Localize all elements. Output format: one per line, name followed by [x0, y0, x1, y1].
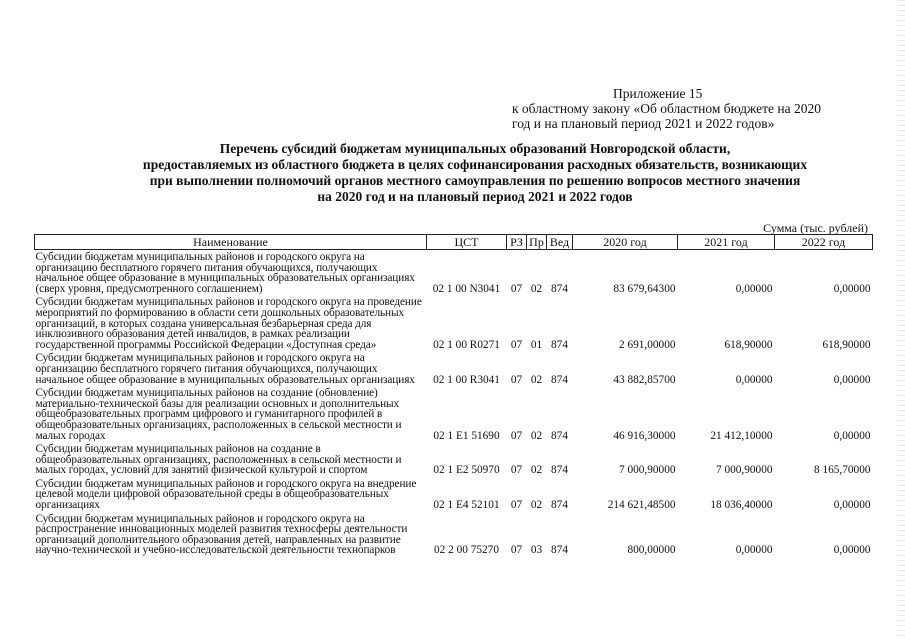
title-line-3: при выполнении полномочий органов местного самоуправления по решению вопросов местного значения — [149, 173, 801, 188]
cell-pr: 02 — [530, 499, 543, 512]
cell-name: Субсидии бюджетам муниципальных районов и городского округа на проведение мероприятий по формированию в области сети дошкольных образовательных организаций, в которых создана универсальная безбарьерная среда для инклюзивного образования детей инвалидов, в рамках реализации государственной программы Российской Федерации «Доступная среда» — [35, 296, 422, 351]
cell-2020: 800,00000 — [627, 544, 676, 557]
cell-2021: 7 000,90000 — [716, 464, 773, 477]
cell-rz: 07 — [510, 499, 523, 512]
cell-pr: 02 — [530, 373, 543, 386]
header-ved: Вед — [547, 235, 573, 250]
cell-rz: 07 — [510, 464, 523, 477]
cell-2021: 0,00000 — [735, 544, 773, 557]
cell-ved: 874 — [551, 429, 568, 442]
cell-2021: 618,90000 — [724, 338, 773, 351]
cell-2021: 18 036,40000 — [710, 499, 773, 512]
cell-ved: 874 — [551, 282, 568, 295]
cell-2021: 0,00000 — [735, 282, 773, 295]
cell-2020: 43 882,85700 — [613, 373, 676, 386]
cell-cst: 02 2 00 75270 — [434, 544, 499, 557]
header-2021: 2021 год — [678, 235, 775, 250]
table-row — [35, 295, 873, 351]
appendix-number: Приложение 15 — [613, 86, 703, 101]
table-row — [35, 386, 873, 442]
header-rz: РЗ — [507, 235, 527, 250]
cell-ved: 874 — [551, 544, 568, 557]
cell-2020: 2 691,00000 — [619, 338, 676, 351]
header-name: Наименование — [35, 235, 427, 250]
subsidies-table — [34, 234, 873, 557]
table-row — [35, 512, 873, 557]
cell-ved: 874 — [551, 338, 568, 351]
cell-cst: 02 1 00 N3041 — [432, 282, 501, 295]
appendix-law-line-1: к областному закону «Об областном бюджете на 2020 — [512, 101, 821, 116]
document-title — [60, 141, 890, 205]
cell-rz: 07 — [510, 373, 523, 386]
table-row — [35, 442, 873, 477]
cell-cst: 02 1 E4 52101 — [433, 499, 500, 512]
cell-2020: 83 679,64300 — [613, 282, 676, 295]
cell-name: Субсидии бюджетам муниципальных районов и городского округа на внедрение целевой модели цифровой образовательной среды в общеобразовательных организациях — [35, 477, 417, 512]
cell-rz: 07 — [510, 338, 523, 351]
header-2022: 2022 год — [775, 235, 873, 250]
cell-ved: 874 — [551, 464, 568, 477]
cell-rz: 07 — [510, 429, 523, 442]
appendix-law-line-2: год и на плановый период 2021 и 2022 годов» — [512, 116, 775, 131]
cell-pr: 02 — [530, 282, 543, 295]
cell-pr: 02 — [530, 464, 543, 477]
header-2020: 2020 год — [573, 235, 678, 250]
cell-cst: 02 1 00 R0271 — [433, 338, 500, 351]
cell-2020: 7 000,90000 — [619, 464, 676, 477]
cell-cst: 02 1 E2 50970 — [433, 464, 500, 477]
cell-pr: 03 — [530, 544, 543, 557]
cell-2020: 46 916,30000 — [613, 429, 676, 442]
cell-rz: 07 — [510, 282, 523, 295]
cell-2022: 0,00000 — [833, 282, 871, 295]
table-row — [35, 250, 873, 296]
scan-edge-artifact — [897, 0, 905, 640]
title-line-1: Перечень субсидий бюджетам муниципальных образований Новгородской области, — [219, 141, 731, 156]
title-line-2: предоставляемых из областного бюджета в целях софинансирования расходных обязательств, возникающих — [142, 157, 808, 172]
cell-name: Субсидии бюджетам муниципальных районов и городского округа на распространение инновационных моделей развития техносферы деятельности организаций дополнительного образования детей, направленных на развитие научно-технической и учебно-исследовательской деятельности технопарков — [35, 512, 408, 557]
cell-2022: 0,00000 — [833, 373, 871, 386]
cell-pr: 02 — [530, 429, 543, 442]
units-label: Сумма (тыс. рублей) — [763, 221, 868, 235]
cell-2022: 0,00000 — [833, 429, 871, 442]
title-line-4: на 2020 год и на плановый период 2021 и 2022 годов — [317, 189, 633, 204]
cell-2022: 618,90000 — [822, 338, 871, 351]
header-cst: ЦСТ — [427, 235, 507, 250]
cell-rz: 07 — [510, 544, 523, 557]
cell-2021: 21 412,10000 — [710, 429, 773, 442]
cell-pr: 01 — [530, 338, 543, 351]
cell-cst: 02 1 E1 51690 — [433, 429, 500, 442]
cell-name: Субсидии бюджетам муниципальных районов и городского округа на организацию бесплатного горячего питания обучающихся, получающих начальное общее образование в муниципальных образовательных организациях (сверх уровня, предусмотренного соглашением) — [35, 251, 415, 295]
cell-2022: 8 165,70000 — [814, 464, 871, 477]
cell-ved: 874 — [551, 373, 568, 386]
cell-2022: 0,00000 — [833, 499, 871, 512]
cell-name: Субсидии бюджетам муниципальных районов на создание в общеобразовательных организациях, расположенных в сельской местности и малых городах, условий для занятий физической культурой и спортом — [35, 443, 402, 477]
cell-cst: 02 1 00 R3041 — [433, 373, 500, 386]
table-header-row — [35, 235, 873, 250]
cell-name: Субсидии бюджетам муниципальных районов на создание (обновление) материально-технической базы для реализации основных и дополнительных общеобразовательных программ цифрового и гуманитарного профилей в общеобразовательных организациях, расположенных в сельской местности и малых городах — [35, 387, 402, 442]
cell-ved: 874 — [551, 499, 568, 512]
cell-name: Субсидии бюджетам муниципальных районов и городского округа на организацию бесплатного горячего питания обучающихся, получающих начальное общее образование в муниципальных образовательных организациях — [35, 352, 415, 386]
header-pr: Пр — [527, 235, 547, 250]
cell-2022: 0,00000 — [833, 544, 871, 557]
cell-2020: 214 621,48500 — [607, 499, 676, 512]
cell-2021: 0,00000 — [735, 373, 773, 386]
table-row — [35, 351, 873, 386]
table-row — [35, 477, 873, 512]
